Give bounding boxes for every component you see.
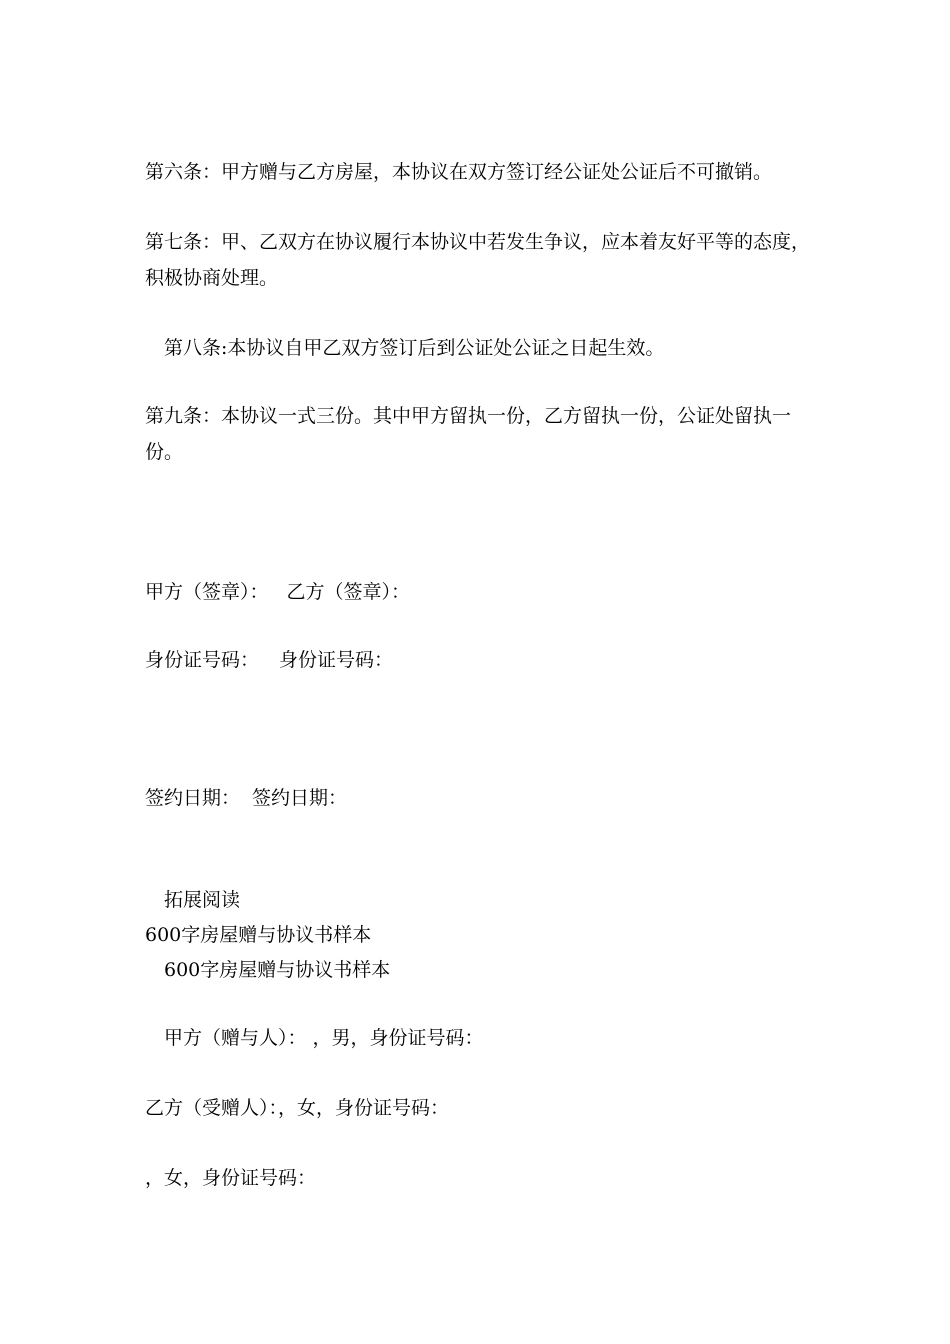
article-7-line-2: 积极协商处理。 xyxy=(145,267,279,289)
extended-party-b-2: ，女，身份证号码： xyxy=(145,1167,317,1189)
signature-row xyxy=(145,574,815,610)
party-a-seal-label: 甲方（签章）： xyxy=(145,581,269,603)
party-b-date-label: 签约日期： xyxy=(252,787,348,809)
extended-title-1: 600字房屋赠与协议书样本 xyxy=(145,924,372,946)
party-b-seal-label: 乙方（签章）： xyxy=(286,581,411,603)
extended-title-2: 600字房屋赠与协议书样本 xyxy=(164,959,391,981)
party-a-id-label: 身份证号码： xyxy=(145,649,260,671)
party-b-id-label: 身份证号码： xyxy=(279,649,394,671)
signing-date-row xyxy=(145,780,815,816)
article-6: 第六条：甲方赠与乙方房屋，本协议在双方签订经公证处公证后不可撤销。 xyxy=(145,161,773,183)
extended-party-a: 甲方（赠与人）： ，男，身份证号码： xyxy=(164,1027,484,1049)
id-number-row xyxy=(145,642,815,678)
party-a-date-label: 签约日期： xyxy=(145,787,241,809)
extended-reading-heading: 拓展阅读 xyxy=(164,889,241,911)
article-7-line-1: 第七条：甲、乙双方在协议履行本协议中若发生争议，应本着友好平等的态度， xyxy=(145,231,811,253)
article-9-line-2: 份。 xyxy=(145,441,184,463)
extended-party-b: 乙方（受赠人）：，女，身份证号码： xyxy=(145,1097,450,1119)
article-8: 第八条:本协议自甲乙双方签订后到公证处公证之日起生效。 xyxy=(164,337,665,359)
article-9-line-1: 第九条：本协议一式三份。其中甲方留执一份，乙方留执一份，公证处留执一 xyxy=(145,405,792,427)
